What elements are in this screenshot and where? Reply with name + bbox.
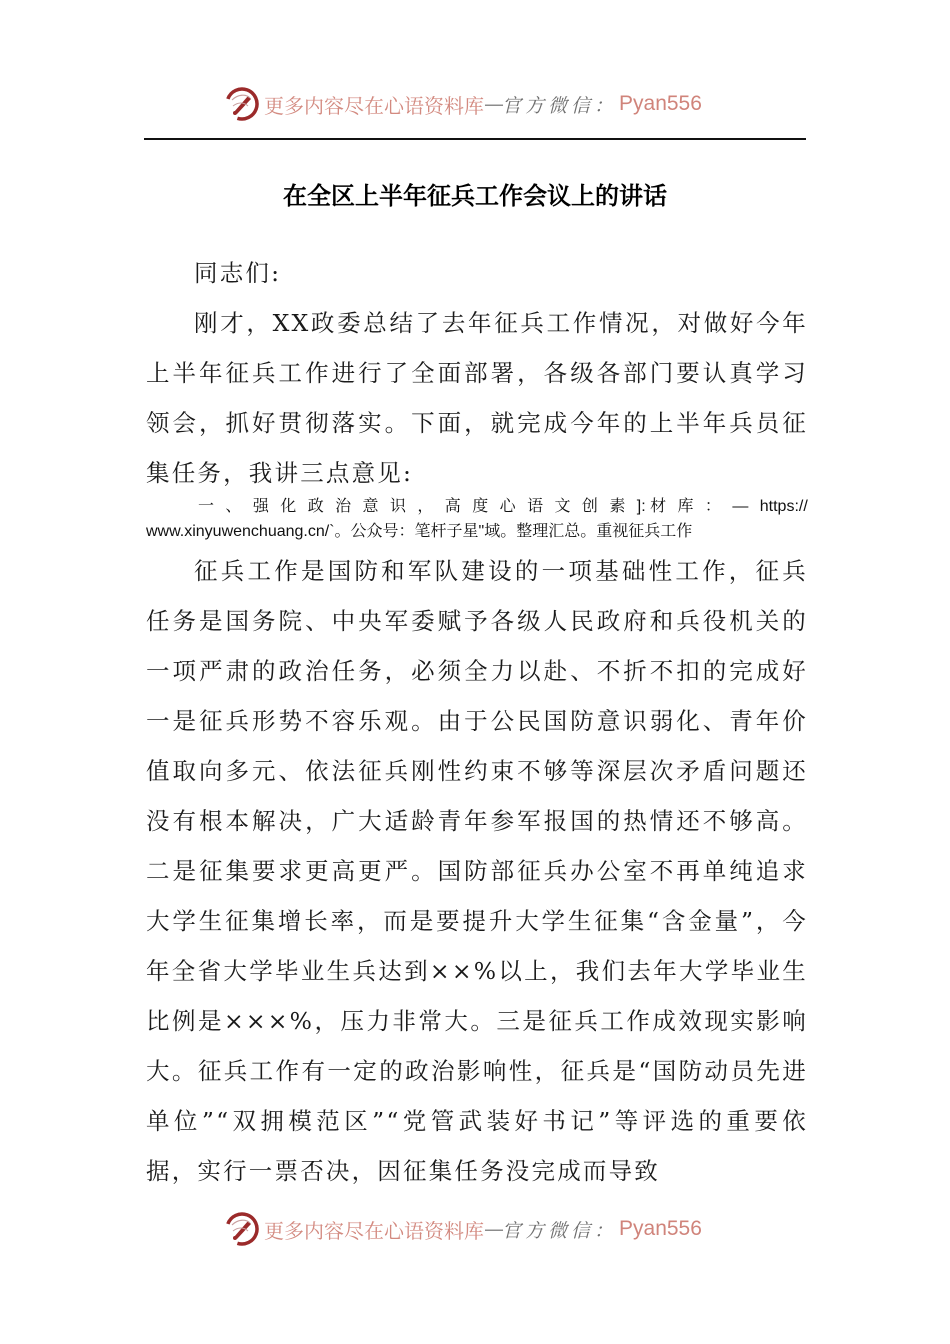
heading-part: 识 xyxy=(389,498,406,515)
banner-dash: — xyxy=(484,92,502,116)
main-text: 征兵工作是国防和军队建设的一项基础性工作，征兵任务是国务院、中央军委赋予各级人民政府和兵役机关的一项严肃的政治任务，必须全力以赴、不折不扣的完成好一是征兵形势不容乐观。由于公民国防意识弱化、青年价值取向多元、依法征兵刚性约束不够等深层次矛盾问题还没有根本解决，广大适龄青年参军报国的热情还不够高。二是征集要求更高更严。国防部征兵办公室不再单纯追求大学生征集增长率，而是要提升大学生征集“含金量”，今年全省大学毕业生兵达到××%以上，我们去年大学毕业生比例是×××%，压力非常大。三是征兵工作成效现实影响大。征兵工作有一定的政治影响性，征兵是“国防动员先进单位”“双拥模范区”“党管武装好书记”等评选的重要依据，实行一票否决，因征集任务没完成而导致 xyxy=(146,557,808,1185)
heading-part: 库 xyxy=(677,498,694,515)
footer-wechat-label: 官方微信： xyxy=(502,1219,618,1242)
quill-pen-logo-icon xyxy=(224,1211,260,1247)
heading-part: ： xyxy=(704,498,721,515)
intro-text: 刚才，XX政委总结了去年征兵工作情况，对做好今年上半年征兵工作进行了全面部署，各级各部门要认真学习领会，抓好贯彻落实。下面，就完成今年的上半年兵员征集任务，我讲三点意见: xyxy=(146,309,808,487)
heading-part: — xyxy=(732,498,749,515)
footer-dash: — xyxy=(484,1217,502,1241)
heading-part: 一 xyxy=(198,498,215,515)
greeting-paragraph xyxy=(146,248,808,298)
footer-slogan: 更多内容尽在心语资料库 xyxy=(264,1218,484,1243)
heading-part: ， xyxy=(417,498,434,515)
heading-part: 心 xyxy=(499,498,516,515)
document-title: 在全区上半年征兵工作会议上的讲话 xyxy=(283,181,667,210)
heading-part: 创 xyxy=(581,498,598,515)
banner-wechat-label: 官方微信： xyxy=(502,94,618,117)
heading-part: 强 xyxy=(252,498,269,515)
heading-part: 语 xyxy=(527,498,544,515)
intro-paragraph xyxy=(146,298,808,498)
section-heading-line-1 xyxy=(146,494,808,519)
section-heading-line-2: www.xinyuwenchuang.cn/`。公众号：笔杆子星"域。整理汇总。重视征兵工作 xyxy=(146,523,693,540)
heading-part: 、 xyxy=(225,498,242,515)
heading-part: 素 xyxy=(609,498,626,515)
greeting-text: 同志们: xyxy=(194,259,282,287)
heading-part: 化 xyxy=(280,498,297,515)
heading-part: 意 xyxy=(362,498,379,515)
banner-wechat-handle: Pyan556 xyxy=(619,92,702,115)
header-divider xyxy=(144,138,806,140)
section-heading xyxy=(146,494,808,544)
heading-part: 高 xyxy=(444,498,461,515)
banner-slogan: 更多内容尽在心语资料库 xyxy=(264,93,484,118)
heading-part: 度 xyxy=(472,498,489,515)
heading-part: 文 xyxy=(554,498,571,515)
heading-url-fragment[interactable]: https:// xyxy=(759,498,808,515)
footer-banner xyxy=(224,1209,702,1249)
footer-wechat-handle: Pyan556 xyxy=(619,1217,702,1240)
main-paragraph xyxy=(146,546,808,1196)
heading-part: 政 xyxy=(307,498,324,515)
heading-part: 治 xyxy=(335,498,352,515)
quill-pen-logo-icon xyxy=(224,86,260,122)
header-banner xyxy=(224,84,702,124)
heading-part: ]: 材 xyxy=(636,498,667,515)
